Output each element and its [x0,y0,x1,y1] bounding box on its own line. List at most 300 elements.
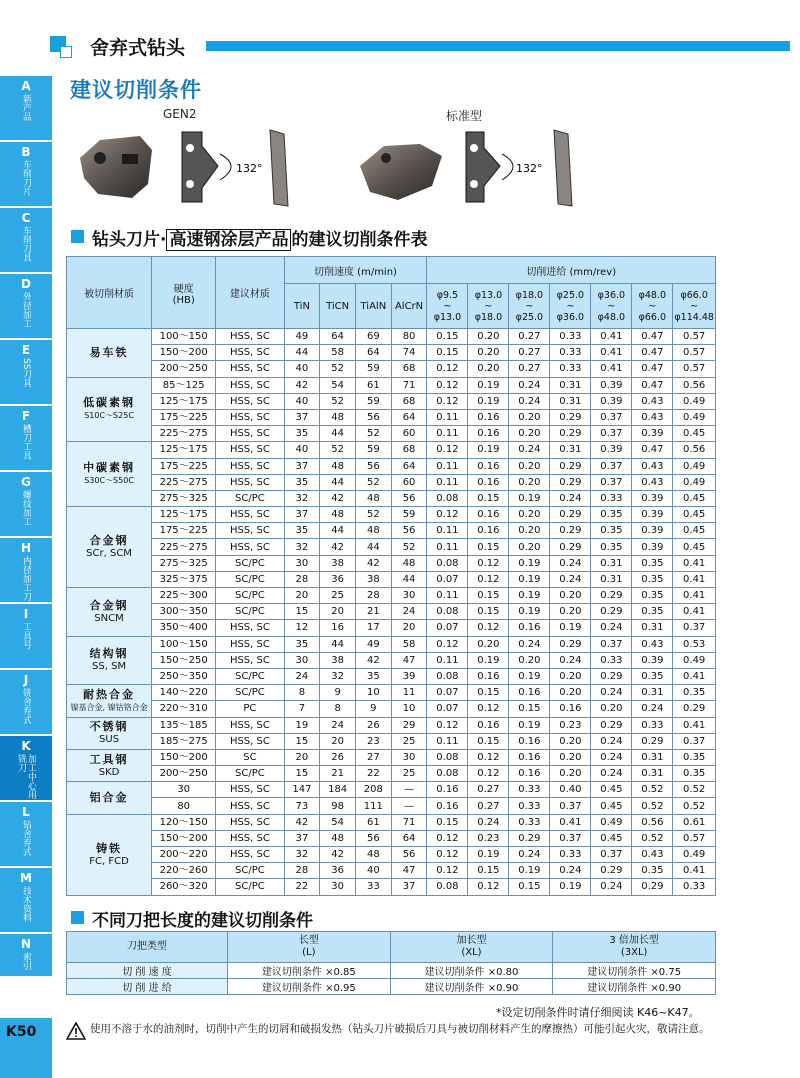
header-square-small-icon [60,46,72,58]
speed-cell: 37 [284,409,320,425]
feed-cell: 0.11 [427,588,468,604]
feed-cell: 0.24 [509,377,550,393]
feed-cell: 0.43 [632,847,673,863]
speed-cell: 27 [355,749,391,765]
material-cell [67,442,152,507]
table-row [67,345,716,361]
feed-cell: 0.29 [550,636,591,652]
feed-cell: 0.31 [550,393,591,409]
feed-cell: 0.33 [591,490,632,506]
feed-cell: 0.07 [427,571,468,587]
feed-cell: 0.39 [591,393,632,409]
speed-cell: 25 [391,733,427,749]
speed-cell: 20 [320,733,356,749]
feed-cell: 0.33 [673,879,716,895]
feed-cell: 0.24 [509,847,550,863]
feed-cell: 0.24 [550,490,591,506]
feed-cell: 0.15 [468,588,509,604]
table-row [67,685,716,701]
material-cell [67,507,152,588]
diameter-to: φ18.0 [474,311,503,323]
feed-cell: 0.29 [591,604,632,620]
feed-cell: 0.41 [673,571,716,587]
header-speed: 切削速度 (m/min) [284,257,427,284]
side-tab-l[interactable] [0,802,52,868]
feed-cell: 0.16 [427,782,468,798]
feed-cell: 0.12 [427,636,468,652]
side-tab-letter: J [23,673,29,687]
feed-cell: 0.35 [632,571,673,587]
speed-cell: 39 [391,668,427,684]
side-tab-j[interactable] [0,670,52,736]
header-feed: 切削进给 (mm/rev) [427,257,716,284]
speed-cell: 68 [391,393,427,409]
hardness-cell: 135～185 [152,717,216,733]
material-name: 低碳素钢 [83,396,136,410]
table2-col-header [390,932,553,963]
feed-cell: 0.19 [509,668,550,684]
speed-cell: 21 [320,766,356,782]
warning-text: 使用不溶于水的油剂时，切削中产生的切屑和破损发热（钻头刀片破损后刀具与被切削材料产生的摩擦热）可能引起火灾，敬请注意。 [90,1023,710,1035]
speed-cell: 58 [320,345,356,361]
speed-cell: 21 [355,604,391,620]
feed-cell: 0.16 [509,733,550,749]
feed-cell: 0.12 [468,555,509,571]
speed-cell: 10 [391,701,427,717]
speed-cell: 40 [355,863,391,879]
feed-cell: 0.27 [509,329,550,345]
speed-cell: 44 [320,636,356,652]
feed-cell: 0.45 [673,507,716,523]
diameter-range-mark: ~ [443,300,452,312]
speed-cell: 30 [391,749,427,765]
feed-cell: 0.29 [550,409,591,425]
speed-cell: 52 [355,426,391,442]
material-cell [67,377,152,442]
speed-cell: 16 [320,620,356,636]
speed-cell: 64 [391,458,427,474]
table-row [67,814,716,830]
grade-cell: HSS, SC [216,798,284,814]
feed-cell: 0.45 [673,490,716,506]
feed-cell: 0.39 [632,539,673,555]
standard-type-label: 标准型 [446,109,483,123]
material-cell [67,717,152,749]
feed-cell: 0.56 [673,377,716,393]
grade-cell: SC/PC [216,555,284,571]
feed-cell: 0.43 [632,409,673,425]
drill-insert-illustrations [70,126,590,216]
feed-cell: 0.15 [509,701,550,717]
speed-cell: 35 [284,474,320,490]
speed-cell: 7 [284,701,320,717]
page-number: K50 [6,1024,37,1040]
feed-cell: 0.20 [509,474,550,490]
speed-cell: 26 [355,717,391,733]
side-tab-k[interactable] [0,736,52,802]
side-tab-h[interactable] [0,538,52,604]
side-tab-label: 外径加工 [21,292,31,328]
feed-cell: 0.07 [427,620,468,636]
feed-cell: 0.27 [468,798,509,814]
feed-cell: 0.31 [632,766,673,782]
hardness-cell: 125～175 [152,393,216,409]
table2-header-row [67,932,716,963]
feed-cell: 0.11 [427,474,468,490]
speed-cell: 29 [391,717,427,733]
feed-cell: 0.20 [468,636,509,652]
feed-cell: 0.49 [673,652,716,668]
feed-cell: 0.39 [632,426,673,442]
speed-cell: 38 [355,571,391,587]
feed-cell: 0.11 [427,652,468,668]
feed-cell: 0.41 [591,345,632,361]
feed-cell: 0.52 [632,798,673,814]
grade-cell: HSS, SC [216,539,284,555]
feed-cell: 0.12 [427,717,468,733]
table-row [67,847,716,863]
feed-cell: 0.12 [468,766,509,782]
speed-cell: 30 [320,879,356,895]
feed-cell: 0.31 [632,685,673,701]
grade-cell: HSS, SC [216,830,284,846]
feed-cell: 0.19 [509,863,550,879]
table2-row [67,963,716,979]
hardness-cell: 125～175 [152,507,216,523]
feed-cell: 0.43 [632,458,673,474]
feed-cell: 0.11 [427,733,468,749]
table2-bullet-icon [71,911,84,924]
material-name: 合金钢 [89,598,129,612]
speed-cell: 37 [284,507,320,523]
feed-cell: 0.29 [550,539,591,555]
diameter-to: φ114.48 [674,311,714,323]
speed-cell: 56 [391,847,427,863]
side-tab-n[interactable] [0,934,52,978]
shank-type-name: 加长型 [456,935,487,946]
speed-cell: 8 [320,701,356,717]
feed-cell: 0.47 [632,345,673,361]
speed-cell: 24 [320,717,356,733]
feed-cell: 0.33 [509,814,550,830]
table-row [67,377,716,393]
hardness-cell: 100～150 [152,329,216,345]
grade-cell: SC/PC [216,490,284,506]
feed-cell: 0.47 [632,377,673,393]
header-diameter-range [509,284,550,329]
table-row [67,458,716,474]
speed-cell: 32 [284,539,320,555]
hardness-cell: 225～300 [152,588,216,604]
speed-cell: 48 [355,847,391,863]
feed-cell: 0.20 [550,766,591,782]
speed-cell: 59 [355,393,391,409]
standard-angle-label: 132° [516,162,543,175]
side-tab-g[interactable] [0,472,52,538]
side-tab-i[interactable] [0,604,52,670]
speed-cell: 208 [355,782,391,798]
diameter-range-mark: ~ [484,300,493,312]
table-row [67,571,716,587]
feed-cell: 0.20 [550,604,591,620]
speed-cell: 8 [284,685,320,701]
feed-cell: 0.33 [591,652,632,668]
diameter-range-mark: ~ [607,300,616,312]
table-row [67,409,716,425]
feed-cell: 0.49 [673,393,716,409]
speed-cell: 98 [320,798,356,814]
feed-cell: 0.07 [427,701,468,717]
feed-cell: 0.45 [673,523,716,539]
feed-cell: 0.47 [632,442,673,458]
header-diameter-range [591,284,632,329]
table-row [67,652,716,668]
feed-cell: 0.37 [550,830,591,846]
diameter-from: φ48.0 [638,289,667,301]
feed-cell: 0.56 [673,442,716,458]
feed-cell: 0.39 [591,377,632,393]
material-name: 铸铁 [96,841,123,855]
feed-cell: 0.24 [550,863,591,879]
hardness-cell: 275～325 [152,490,216,506]
feed-cell: 0.20 [468,329,509,345]
speed-cell: 61 [355,814,391,830]
feed-cell: 0.37 [550,798,591,814]
speed-cell: 38 [320,555,356,571]
speed-cell: 64 [391,409,427,425]
grade-cell: HSS, SC [216,377,284,393]
side-tab-m[interactable] [0,868,52,934]
feed-cell: 0.15 [468,604,509,620]
speed-cell: 61 [355,377,391,393]
speed-cell: 48 [391,555,427,571]
feed-cell: 0.19 [509,717,550,733]
speed-cell: 56 [391,523,427,539]
table1-title-suffix: 的建议切削条件表 [291,230,428,250]
speed-cell: 10 [355,685,391,701]
feed-cell: 0.33 [509,782,550,798]
side-tab-b[interactable] [0,142,52,208]
hardness-cell: 125～175 [152,442,216,458]
speed-cell: 40 [284,393,320,409]
side-tab-label: 技术资料 [21,886,31,922]
material-cell [67,636,152,685]
feed-cell: 0.35 [591,507,632,523]
material-cell [67,782,152,814]
speed-cell: 47 [391,652,427,668]
feed-cell: 0.16 [509,749,550,765]
speed-cell: 37 [284,458,320,474]
shank-type-code: (L) [302,947,316,958]
feed-cell: 0.47 [632,329,673,345]
table1-header-row-1 [67,257,716,284]
feed-cell: 0.08 [427,555,468,571]
hardness-cell: 85～125 [152,377,216,393]
speed-cell: 15 [284,604,320,620]
feed-cell: 0.29 [550,507,591,523]
feed-cell: 0.19 [509,604,550,620]
hardness-cell: 225～275 [152,426,216,442]
hardness-cell: 200～250 [152,766,216,782]
table2-value: 建议切削条件 ×0.95 [228,979,391,995]
feed-cell: 0.16 [468,717,509,733]
feed-cell: 0.20 [509,539,550,555]
speed-cell: 42 [284,814,320,830]
speed-cell: 64 [391,830,427,846]
speed-cell: 48 [355,490,391,506]
speed-cell: 71 [391,814,427,830]
hardness-cell: 175～225 [152,409,216,425]
table-row [67,604,716,620]
feed-cell: 0.24 [550,555,591,571]
feed-cell: 0.12 [427,377,468,393]
feed-cell: 0.35 [673,685,716,701]
speed-cell: 15 [284,733,320,749]
diameter-from: φ36.0 [597,289,626,301]
feed-cell: 0.23 [550,717,591,733]
material-name: 铝合金 [89,791,129,805]
hardness-cell: 140～220 [152,685,216,701]
table1-bullet-icon [71,230,84,243]
header-diameter-range [632,284,673,329]
table-row [67,863,716,879]
gen2-label: GEN2 [163,107,197,121]
feed-cell: 0.37 [591,847,632,863]
feed-cell: 0.49 [673,847,716,863]
material-grade: FC, FCD [89,855,129,867]
feed-cell: 0.45 [591,830,632,846]
speed-cell: 52 [355,474,391,490]
hardness-cell: 225～275 [152,539,216,555]
side-tab-d[interactable] [0,274,52,340]
feed-cell: 0.19 [509,555,550,571]
table-row [67,329,716,345]
feed-cell: 0.49 [591,814,632,830]
speed-cell: 35 [284,426,320,442]
table-row [67,668,716,684]
table-row [67,555,716,571]
speed-cell: 19 [284,717,320,733]
feed-cell: 0.12 [468,879,509,895]
header-hardness [152,257,216,329]
grade-cell: HSS, SC [216,361,284,377]
feed-cell: 0.24 [550,571,591,587]
table-row [67,830,716,846]
grade-cell: HSS, SC [216,329,284,345]
speed-cell: 36 [320,863,356,879]
feed-cell: 0.20 [550,588,591,604]
feed-cell: 0.41 [673,668,716,684]
feed-cell: 0.35 [632,588,673,604]
side-tab-label: 内径加工刀 [21,556,31,601]
table2-value: 建议切削条件 ×0.90 [553,979,716,995]
speed-cell: 9 [355,701,391,717]
grade-cell: SC/PC [216,879,284,895]
feed-cell: 0.35 [673,749,716,765]
feed-cell: 0.12 [427,393,468,409]
grade-cell: SC/PC [216,571,284,587]
diameter-to: φ25.0 [515,311,544,323]
grade-cell: HSS, SC [216,426,284,442]
speed-cell: 56 [355,409,391,425]
grade-cell: HSS, SC [216,636,284,652]
feed-cell: 0.33 [550,329,591,345]
feed-cell: 0.20 [550,733,591,749]
table-row [67,490,716,506]
side-tab-a[interactable] [0,76,52,142]
feed-cell: 0.29 [550,458,591,474]
speed-cell: 22 [355,766,391,782]
table-row [67,782,716,798]
feed-cell: 0.19 [550,620,591,636]
speed-cell: 74 [391,345,427,361]
feed-cell: 0.24 [591,879,632,895]
feed-cell: 0.15 [468,733,509,749]
grade-cell: SC/PC [216,604,284,620]
diameter-to: φ13.0 [433,311,462,323]
speed-cell: 184 [320,782,356,798]
speed-cell: 37 [284,830,320,846]
feed-cell: 0.12 [427,361,468,377]
diameter-from: φ9.5 [436,289,459,301]
hardness-cell: 150～200 [152,345,216,361]
hardness-cell: 220～310 [152,701,216,717]
material-cell [67,329,152,378]
table1-title-prefix: 钻头刀片· [92,230,167,250]
feed-cell: 0.19 [509,490,550,506]
feed-cell: 0.45 [591,798,632,814]
side-tab-c[interactable] [0,208,52,274]
speed-cell: 30 [284,555,320,571]
side-tab-label: 车削刀片 [21,160,31,196]
side-tab-e[interactable] [0,340,52,406]
feed-cell: 0.11 [427,523,468,539]
diameter-range-mark: ~ [690,300,699,312]
feed-cell: 0.31 [632,620,673,636]
feed-cell: 0.35 [632,863,673,879]
feed-cell: 0.11 [427,539,468,555]
shank-length-table [66,931,716,995]
table2-row-label: 切 削 速 度 [67,963,228,979]
side-tab-label: 工具号 [21,622,31,649]
feed-cell: 0.16 [550,701,591,717]
feed-cell: 0.52 [673,798,716,814]
feed-cell: 0.43 [632,393,673,409]
speed-cell: 20 [391,620,427,636]
side-tab-f[interactable] [0,406,52,472]
gen2-angle-label: 132° [236,162,263,175]
feed-cell: 0.41 [673,588,716,604]
table-row [67,620,716,636]
feed-cell: 0.11 [427,409,468,425]
feed-cell: 0.19 [509,588,550,604]
grade-cell: HSS, SC [216,847,284,863]
speed-cell: 35 [284,523,320,539]
table1-title-boxed: 高速钢涂层产品 [166,229,291,251]
feed-cell: 0.15 [468,863,509,879]
standard-profile-drawing [466,130,572,206]
material-grade: S10C～S25C [84,411,134,421]
feed-cell: 0.35 [632,668,673,684]
feed-cell: 0.27 [509,345,550,361]
diameter-from: φ25.0 [556,289,585,301]
feed-cell: 0.12 [468,620,509,636]
feed-cell: 0.15 [468,490,509,506]
side-tab-label: 螺纹加工 [21,490,31,526]
material-name: 中碳素钢 [83,461,136,475]
warning-triangle-icon [66,1022,86,1040]
feed-cell: 0.08 [427,668,468,684]
